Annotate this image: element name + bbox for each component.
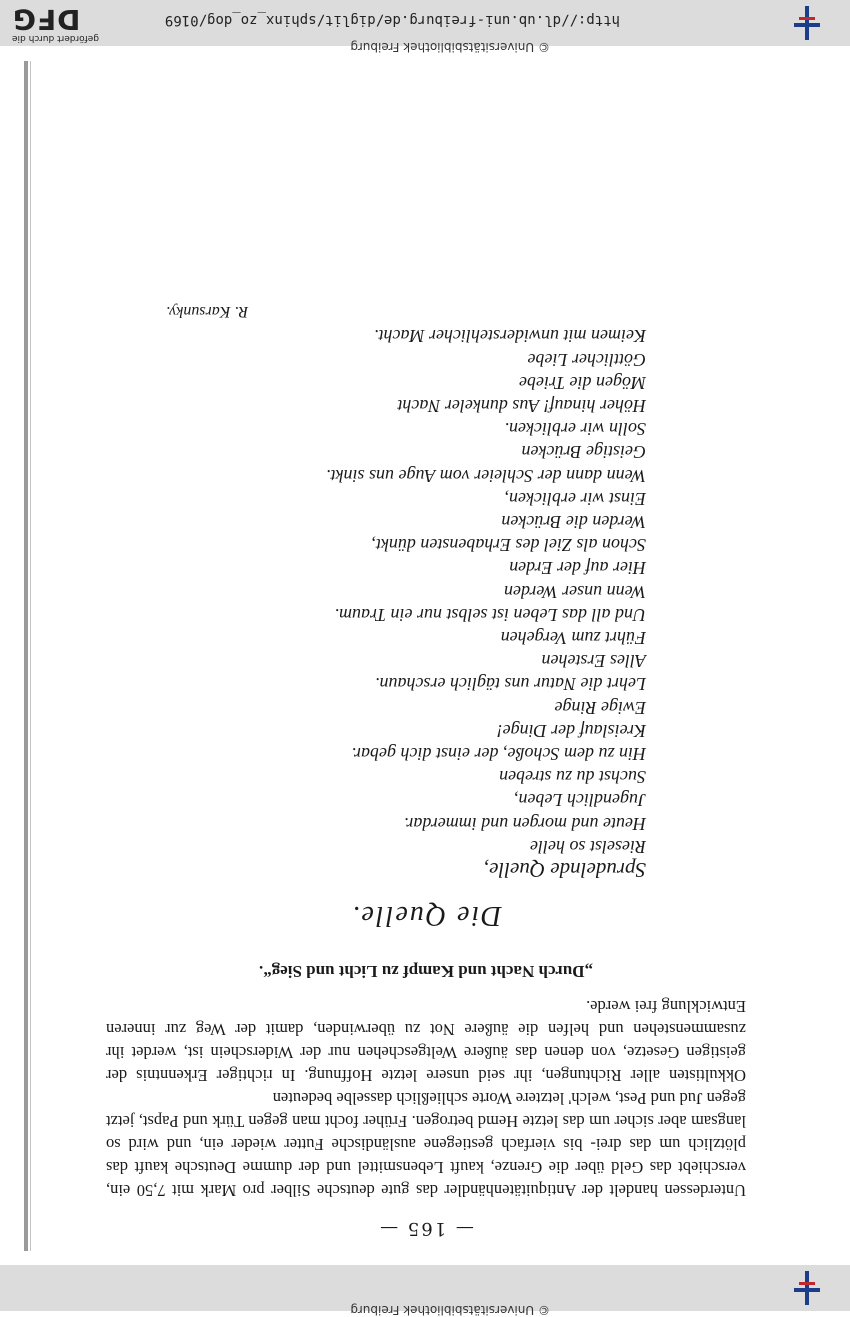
scan-edge-line: [30, 61, 31, 1251]
poem-line: Führt zum Vergehen: [500, 627, 646, 648]
copyright-credit: © Universitätsbibliothek Freiburg: [350, 1303, 550, 1317]
poem-line: Werden die Brücken: [501, 511, 646, 532]
poem-line: Und all das Leben ist selbst nur ein Traum.: [334, 604, 646, 625]
motto: „Durch Nacht und Kampf zu Licht und Sieg“.: [258, 962, 594, 981]
university-logo-icon: [790, 6, 824, 40]
dfg-mark: DFG: [12, 3, 81, 36]
poem-line: Hier auf der Erden: [509, 558, 646, 579]
prose-block: [106, 995, 746, 1202]
paragraph: Okkultisten aller Richtungen, ihr seid unsere letzte Hoffnung. In richtiger Erkenntnis der geistigen Gesetze, von denen das äußere Weltgeschehen nur der Widerschein ist, werdet ihr zusammenstehen und helfen die äußere Not zu überwinden, damit der Weg zur inneren Entwicklung frei werde.: [106, 997, 746, 1085]
poem-line: Jugendlich Leben,: [514, 790, 646, 811]
poem-line: Höher hinauf! Aus dunkeler Nacht: [397, 395, 646, 416]
dfg-funding-label: gefördert durch die: [12, 33, 99, 43]
viewer-footer-bar: [0, 1265, 850, 1317]
poem: [106, 324, 646, 881]
copyright-credit: © Universitätsbibliothek Freiburg: [350, 40, 550, 54]
poem-line: Göttlicher Liebe: [527, 349, 646, 370]
dfg-logo: [12, 3, 108, 43]
poem-line: Solln wir erblicken.: [504, 419, 646, 440]
page-number: — 165 —: [378, 1218, 474, 1239]
poem-line: Sprudelnde Quelle,: [483, 858, 646, 882]
viewer-header-bar: [0, 0, 850, 54]
poem-line: Alles Erstehen: [541, 651, 646, 672]
poem-author: R. Karsunky.: [166, 303, 249, 321]
poem-line: Keimen mit unwiderstehlicher Macht.: [374, 326, 646, 347]
poem-line: Hin zu dem Schoße, der einst dich gebar.: [351, 743, 646, 764]
scan-edge: [24, 61, 28, 1251]
poem-line: Wenn unser Werden: [504, 581, 646, 602]
paragraph: Unterdessen handelt der Antiquitätenhändler das gute deutsche Silber pro Mark mit 7,50 ein, verschiebt das Geld über die Grenze, kauft Lebensmittel und der dumme Deutsche kauft das plötzlich um das drei- bis vierfach gestiegene ausländische Futter wieder ein, und wird so langsam aber sicher um das letzte Hemd betrogen. Früher focht man gegen Türk und Papst, jetzt gegen Jud und Pest, welch' letztere Worte schließlich dasselbe bedeuten: [106, 1089, 746, 1200]
poem-title: Die Quelle.: [350, 900, 502, 931]
poem-line: Kreislauf der Dinge!: [496, 720, 646, 741]
poem-line: Suchst du zu streben: [499, 767, 646, 788]
poem-line: Schon als Ziel des Erhabensten dünkt,: [371, 535, 646, 556]
poem-line: Geistige Brücken: [521, 442, 646, 463]
permalink-url[interactable]: http://dl.ub.uni-freiburg.de/diglit/sphinx_zo_dog/0169: [164, 12, 620, 28]
page-content: [106, 302, 746, 1239]
poem-line: Ewige Ringe: [554, 697, 646, 718]
poem-line: Heute und morgen und immerdar.: [403, 813, 646, 834]
poem-line: Rieselst so helle: [530, 836, 646, 857]
poem-line: Wenn dann der Schleier vom Auge uns sinkt.: [326, 465, 646, 486]
university-logo-icon: [790, 1271, 824, 1305]
poem-line: Einst wir erblicken,: [504, 488, 646, 509]
poem-line: Mögen die Triebe: [519, 372, 646, 393]
poem-line: Lehrt die Natur uns täglich erschaun.: [375, 674, 646, 695]
